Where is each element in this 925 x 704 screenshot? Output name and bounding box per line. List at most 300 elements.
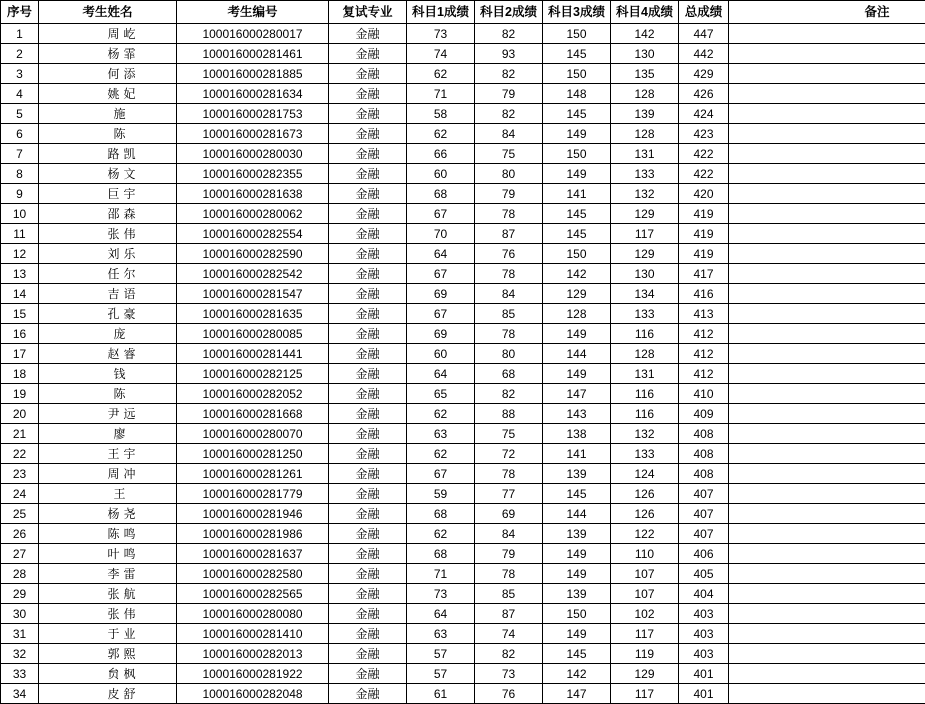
candidate-given-name: 舒 — [123, 687, 135, 701]
table-row — [1, 604, 925, 624]
header-score3: 科目3成绩 — [543, 1, 611, 24]
candidate-surname: 刘 — [79, 247, 123, 261]
cell-score4: 126 — [611, 484, 679, 504]
candidate-surname: 周 — [79, 27, 123, 41]
cell-total: 412 — [679, 344, 729, 364]
cell-score3: 144 — [543, 504, 611, 524]
candidate-given-name: 业 — [123, 627, 135, 641]
table-row — [1, 364, 925, 384]
cell-number: 100016000281922 — [177, 664, 329, 684]
cell-score2: 79 — [475, 184, 543, 204]
cell-score1: 69 — [407, 324, 475, 344]
candidate-surname: 钱 — [86, 367, 130, 381]
cell-score4: 102 — [611, 604, 679, 624]
cell-index: 24 — [1, 484, 39, 504]
cell-remark — [729, 644, 925, 664]
candidate-given-name: 文 — [123, 167, 135, 181]
cell-major: 金融 — [329, 564, 407, 584]
cell-major: 金融 — [329, 84, 407, 104]
cell-remark — [729, 244, 925, 264]
cell-score3: 144 — [543, 344, 611, 364]
cell-index: 22 — [1, 444, 39, 464]
cell-number: 100016000281250 — [177, 444, 329, 464]
cell-major: 金融 — [329, 664, 407, 684]
cell-major: 金融 — [329, 644, 407, 664]
cell-total: 422 — [679, 164, 729, 184]
table-row — [1, 624, 925, 644]
cell-name — [39, 104, 177, 124]
table-row — [1, 304, 925, 324]
candidate-surname: 姚 — [79, 87, 123, 101]
candidate-surname: 庞 — [86, 327, 130, 341]
cell-score2: 78 — [475, 464, 543, 484]
cell-name — [39, 324, 177, 344]
candidate-surname: 廖 — [86, 427, 130, 441]
cell-score1: 62 — [407, 444, 475, 464]
cell-score2: 84 — [475, 284, 543, 304]
cell-score3: 150 — [543, 64, 611, 84]
candidate-given-name: 航 — [123, 587, 135, 601]
cell-total: 409 — [679, 404, 729, 424]
cell-total: 416 — [679, 284, 729, 304]
cell-index: 33 — [1, 664, 39, 684]
table-row — [1, 164, 925, 184]
cell-index: 16 — [1, 324, 39, 344]
cell-total: 420 — [679, 184, 729, 204]
table-row — [1, 64, 925, 84]
candidate-given-name: 语 — [123, 287, 135, 301]
cell-score3: 149 — [543, 564, 611, 584]
cell-number: 100016000281637 — [177, 544, 329, 564]
cell-major: 金融 — [329, 124, 407, 144]
cell-remark — [729, 424, 925, 444]
cell-score1: 73 — [407, 584, 475, 604]
cell-score1: 70 — [407, 224, 475, 244]
cell-total: 419 — [679, 244, 729, 264]
candidate-surname: 王 — [79, 447, 123, 461]
cell-score4: 128 — [611, 344, 679, 364]
cell-number: 100016000280030 — [177, 144, 329, 164]
cell-major: 金融 — [329, 344, 407, 364]
cell-total: 412 — [679, 364, 729, 384]
cell-name — [39, 664, 177, 684]
table-row — [1, 324, 925, 344]
table-row — [1, 524, 925, 544]
cell-name — [39, 564, 177, 584]
cell-total: 407 — [679, 504, 729, 524]
cell-score3: 149 — [543, 164, 611, 184]
candidate-surname: 陈 — [86, 127, 130, 141]
candidate-given-name: 尧 — [123, 507, 135, 521]
cell-remark — [729, 64, 925, 84]
candidate-surname: 王 — [86, 487, 130, 501]
header-remark: 备注 — [729, 1, 925, 24]
candidate-given-name: 伟 — [123, 607, 135, 621]
cell-major: 金融 — [329, 424, 407, 444]
candidate-given-name: 枫 — [123, 667, 135, 681]
cell-number: 100016000282565 — [177, 584, 329, 604]
candidate-surname: 李 — [79, 567, 123, 581]
cell-index: 25 — [1, 504, 39, 524]
candidate-given-name: 冲 — [123, 467, 135, 481]
cell-score3: 145 — [543, 224, 611, 244]
cell-score2: 75 — [475, 144, 543, 164]
cell-major: 金融 — [329, 164, 407, 184]
cell-total: 403 — [679, 624, 729, 644]
cell-score4: 117 — [611, 224, 679, 244]
cell-index: 30 — [1, 604, 39, 624]
candidate-surname: 何 — [79, 67, 123, 81]
candidate-surname: 巨 — [79, 187, 123, 201]
cell-number: 100016000281638 — [177, 184, 329, 204]
cell-score4: 129 — [611, 664, 679, 684]
table-row — [1, 644, 925, 664]
cell-score1: 67 — [407, 464, 475, 484]
cell-score2: 76 — [475, 684, 543, 704]
candidate-given-name: 宇 — [123, 447, 135, 461]
candidate-surname: 赵 — [79, 347, 123, 361]
candidate-given-name: 凯 — [123, 147, 135, 161]
cell-major: 金融 — [329, 504, 407, 524]
cell-index: 7 — [1, 144, 39, 164]
cell-score4: 130 — [611, 264, 679, 284]
cell-score1: 57 — [407, 664, 475, 684]
cell-score3: 147 — [543, 684, 611, 704]
cell-name — [39, 604, 177, 624]
cell-score1: 64 — [407, 604, 475, 624]
cell-score4: 116 — [611, 384, 679, 404]
cell-number: 100016000281753 — [177, 104, 329, 124]
cell-total: 403 — [679, 644, 729, 664]
cell-index: 2 — [1, 44, 39, 64]
cell-number: 100016000280080 — [177, 604, 329, 624]
cell-score3: 139 — [543, 524, 611, 544]
cell-total: 417 — [679, 264, 729, 284]
candidate-given-name: 睿 — [123, 347, 135, 361]
cell-index: 3 — [1, 64, 39, 84]
cell-score2: 78 — [475, 564, 543, 584]
cell-major: 金融 — [329, 64, 407, 84]
cell-index: 23 — [1, 464, 39, 484]
cell-score1: 65 — [407, 384, 475, 404]
candidate-surname: 杨 — [79, 47, 123, 61]
cell-name — [39, 384, 177, 404]
cell-score1: 67 — [407, 304, 475, 324]
cell-number: 100016000281779 — [177, 484, 329, 504]
cell-score4: 122 — [611, 524, 679, 544]
cell-major: 金融 — [329, 264, 407, 284]
cell-name — [39, 164, 177, 184]
cell-remark — [729, 444, 925, 464]
table-row — [1, 204, 925, 224]
cell-score4: 116 — [611, 324, 679, 344]
cell-total: 401 — [679, 684, 729, 704]
table-row — [1, 244, 925, 264]
cell-index: 21 — [1, 424, 39, 444]
cell-score2: 87 — [475, 224, 543, 244]
table-header-row — [1, 1, 925, 24]
table-row — [1, 564, 925, 584]
cell-index: 29 — [1, 584, 39, 604]
candidate-surname: 陈 — [86, 387, 130, 401]
cell-index: 32 — [1, 644, 39, 664]
cell-name — [39, 244, 177, 264]
cell-remark — [729, 24, 925, 44]
header-total: 总成绩 — [679, 1, 729, 24]
cell-score3: 150 — [543, 144, 611, 164]
cell-score2: 73 — [475, 664, 543, 684]
cell-number: 100016000281634 — [177, 84, 329, 104]
cell-major: 金融 — [329, 404, 407, 424]
candidate-given-name: 霏 — [123, 47, 135, 61]
cell-score3: 149 — [543, 324, 611, 344]
cell-score1: 64 — [407, 244, 475, 264]
cell-remark — [729, 504, 925, 524]
cell-major: 金融 — [329, 384, 407, 404]
cell-index: 4 — [1, 84, 39, 104]
cell-score3: 150 — [543, 244, 611, 264]
table-row — [1, 484, 925, 504]
cell-score1: 60 — [407, 344, 475, 364]
cell-score2: 79 — [475, 84, 543, 104]
cell-number: 100016000281673 — [177, 124, 329, 144]
candidate-given-name: 伟 — [123, 227, 135, 241]
cell-index: 19 — [1, 384, 39, 404]
cell-name — [39, 644, 177, 664]
cell-score4: 130 — [611, 44, 679, 64]
candidate-surname: 周 — [79, 467, 123, 481]
cell-score3: 142 — [543, 664, 611, 684]
cell-score2: 69 — [475, 504, 543, 524]
cell-name — [39, 684, 177, 704]
cell-major: 金融 — [329, 44, 407, 64]
cell-major: 金融 — [329, 584, 407, 604]
cell-total: 426 — [679, 84, 729, 104]
cell-score4: 133 — [611, 304, 679, 324]
cell-major: 金融 — [329, 324, 407, 344]
cell-score1: 63 — [407, 424, 475, 444]
cell-name — [39, 544, 177, 564]
cell-score3: 145 — [543, 484, 611, 504]
cell-remark — [729, 224, 925, 244]
cell-index: 9 — [1, 184, 39, 204]
cell-name — [39, 464, 177, 484]
cell-score3: 150 — [543, 24, 611, 44]
candidate-surname: 张 — [79, 607, 123, 621]
candidate-given-name: 雷 — [123, 567, 135, 581]
table-row — [1, 104, 925, 124]
candidate-given-name: 远 — [123, 407, 135, 421]
candidate-surname: 杨 — [79, 167, 123, 181]
cell-total: 405 — [679, 564, 729, 584]
cell-number: 100016000281410 — [177, 624, 329, 644]
header-score1: 科目1成绩 — [407, 1, 475, 24]
cell-number: 100016000280070 — [177, 424, 329, 444]
cell-score4: 134 — [611, 284, 679, 304]
cell-score2: 78 — [475, 204, 543, 224]
candidate-given-name: 屹 — [123, 27, 135, 41]
cell-total: 408 — [679, 464, 729, 484]
candidate-given-name: 鸣 — [123, 527, 135, 541]
cell-major: 金融 — [329, 364, 407, 384]
table-row — [1, 684, 925, 704]
cell-score3: 149 — [543, 124, 611, 144]
cell-remark — [729, 584, 925, 604]
cell-number: 100016000280017 — [177, 24, 329, 44]
cell-number: 100016000282125 — [177, 364, 329, 384]
cell-name — [39, 424, 177, 444]
cell-name — [39, 584, 177, 604]
table-header — [1, 1, 925, 24]
cell-number: 100016000282052 — [177, 384, 329, 404]
cell-name — [39, 144, 177, 164]
cell-index: 12 — [1, 244, 39, 264]
cell-remark — [729, 604, 925, 624]
cell-index: 18 — [1, 364, 39, 384]
cell-remark — [729, 664, 925, 684]
cell-total: 429 — [679, 64, 729, 84]
cell-name — [39, 504, 177, 524]
cell-score3: 149 — [543, 364, 611, 384]
table-row — [1, 284, 925, 304]
candidate-given-name: 宇 — [123, 187, 135, 201]
cell-total: 410 — [679, 384, 729, 404]
cell-index: 5 — [1, 104, 39, 124]
cell-score2: 68 — [475, 364, 543, 384]
cell-name — [39, 184, 177, 204]
header-name: 考生姓名 — [39, 1, 177, 24]
cell-number: 100016000281261 — [177, 464, 329, 484]
cell-number: 100016000281885 — [177, 64, 329, 84]
cell-index: 34 — [1, 684, 39, 704]
cell-major: 金融 — [329, 484, 407, 504]
cell-major: 金融 — [329, 24, 407, 44]
cell-score1: 62 — [407, 404, 475, 424]
cell-number: 100016000282554 — [177, 224, 329, 244]
cell-score1: 68 — [407, 184, 475, 204]
cell-score4: 132 — [611, 424, 679, 444]
header-score2: 科目2成绩 — [475, 1, 543, 24]
cell-score3: 148 — [543, 84, 611, 104]
cell-score1: 61 — [407, 684, 475, 704]
cell-score4: 110 — [611, 544, 679, 564]
cell-score2: 85 — [475, 304, 543, 324]
cell-remark — [729, 184, 925, 204]
cell-remark — [729, 324, 925, 344]
cell-number: 100016000282580 — [177, 564, 329, 584]
cell-score4: 129 — [611, 244, 679, 264]
table-row — [1, 44, 925, 64]
cell-score3: 141 — [543, 184, 611, 204]
cell-score4: 131 — [611, 144, 679, 164]
cell-total: 413 — [679, 304, 729, 324]
table-row — [1, 24, 925, 44]
cell-remark — [729, 344, 925, 364]
cell-score2: 82 — [475, 104, 543, 124]
cell-remark — [729, 464, 925, 484]
cell-number: 100016000280062 — [177, 204, 329, 224]
cell-score4: 107 — [611, 564, 679, 584]
cell-score3: 128 — [543, 304, 611, 324]
candidate-surname: 贠 — [79, 667, 123, 681]
cell-index: 15 — [1, 304, 39, 324]
cell-score4: 107 — [611, 584, 679, 604]
cell-name — [39, 24, 177, 44]
table-row — [1, 264, 925, 284]
candidate-given-name: 尔 — [123, 267, 135, 281]
candidate-given-name: 鸣 — [123, 547, 135, 561]
cell-score2: 74 — [475, 624, 543, 644]
cell-number: 100016000282355 — [177, 164, 329, 184]
cell-score1: 57 — [407, 644, 475, 664]
table-row — [1, 544, 925, 564]
cell-index: 17 — [1, 344, 39, 364]
cell-major: 金融 — [329, 444, 407, 464]
cell-score1: 58 — [407, 104, 475, 124]
candidate-given-name: 森 — [123, 207, 135, 221]
cell-number: 100016000282590 — [177, 244, 329, 264]
cell-number: 100016000281635 — [177, 304, 329, 324]
cell-number: 100016000280085 — [177, 324, 329, 344]
cell-total: 407 — [679, 484, 729, 504]
cell-major: 金融 — [329, 244, 407, 264]
cell-total: 423 — [679, 124, 729, 144]
cell-score1: 67 — [407, 264, 475, 284]
cell-total: 422 — [679, 144, 729, 164]
cell-remark — [729, 564, 925, 584]
cell-score1: 62 — [407, 124, 475, 144]
header-score4: 科目4成绩 — [611, 1, 679, 24]
header-index: 序号 — [1, 1, 39, 24]
cell-remark — [729, 304, 925, 324]
cell-total: 419 — [679, 204, 729, 224]
cell-score1: 74 — [407, 44, 475, 64]
cell-index: 8 — [1, 164, 39, 184]
cell-score4: 126 — [611, 504, 679, 524]
candidate-given-name: 熙 — [123, 647, 135, 661]
cell-score2: 79 — [475, 544, 543, 564]
cell-remark — [729, 524, 925, 544]
candidate-surname: 皮 — [79, 687, 123, 701]
table-row — [1, 504, 925, 524]
cell-score3: 145 — [543, 644, 611, 664]
cell-score1: 60 — [407, 164, 475, 184]
cell-index: 26 — [1, 524, 39, 544]
cell-score4: 124 — [611, 464, 679, 484]
cell-major: 金融 — [329, 464, 407, 484]
cell-name — [39, 364, 177, 384]
candidate-given-name: 乐 — [123, 247, 135, 261]
cell-score3: 145 — [543, 204, 611, 224]
cell-number: 100016000281668 — [177, 404, 329, 424]
cell-name — [39, 224, 177, 244]
cell-name — [39, 484, 177, 504]
cell-major: 金融 — [329, 544, 407, 564]
cell-number: 100016000281441 — [177, 344, 329, 364]
cell-remark — [729, 204, 925, 224]
cell-score4: 132 — [611, 184, 679, 204]
candidate-surname: 张 — [79, 227, 123, 241]
cell-remark — [729, 364, 925, 384]
cell-score1: 62 — [407, 524, 475, 544]
cell-remark — [729, 684, 925, 704]
cell-score4: 133 — [611, 444, 679, 464]
candidate-given-name: 妃 — [123, 87, 135, 101]
cell-total: 407 — [679, 524, 729, 544]
cell-major: 金融 — [329, 204, 407, 224]
header-major: 复试专业 — [329, 1, 407, 24]
candidate-surname: 郭 — [79, 647, 123, 661]
